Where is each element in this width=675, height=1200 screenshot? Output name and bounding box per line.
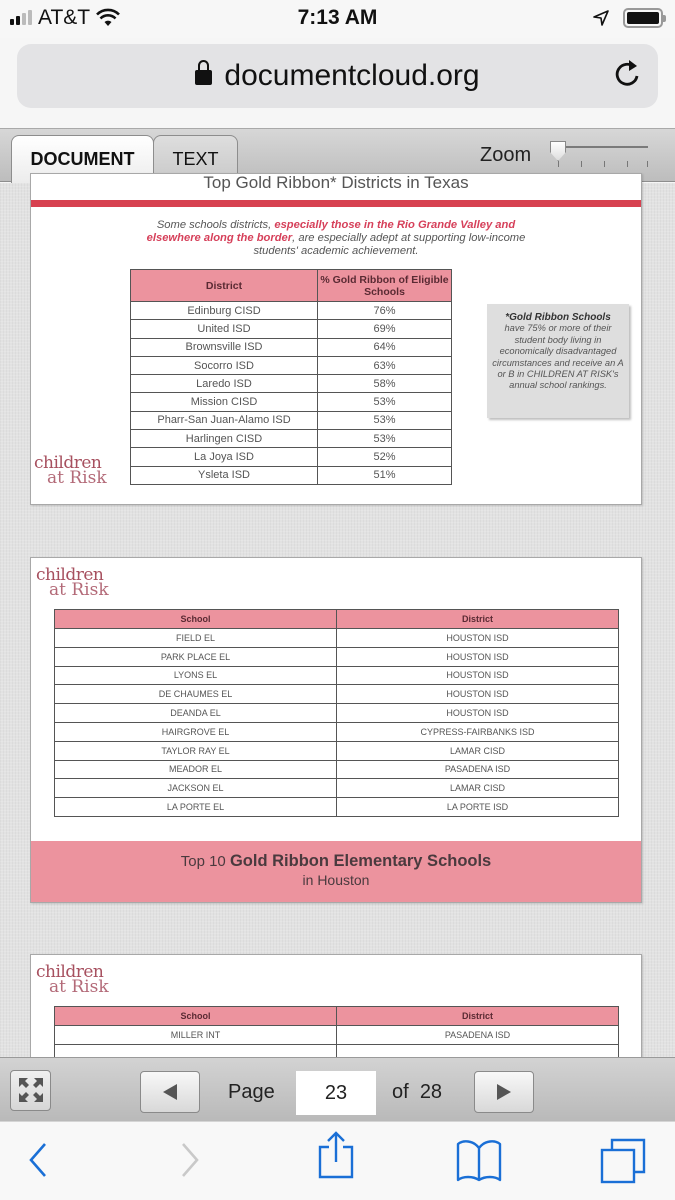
intro-text: Some schools districts, (156, 219, 275, 231)
column-header: School (55, 1007, 337, 1026)
percent-cell: 53% (318, 393, 452, 411)
tab-text[interactable]: TEXT (153, 135, 238, 183)
table-row (55, 798, 619, 817)
children-at-risk-logo (36, 962, 109, 997)
table-row (131, 466, 452, 484)
browser-toolbar (0, 1121, 675, 1200)
district-cell: Edinburg CISD (131, 302, 318, 320)
share-icon (316, 1130, 356, 1180)
logo-line2: at Risk (47, 468, 107, 488)
lock-icon (195, 70, 212, 85)
carrier-name: AT&T (38, 6, 91, 29)
column-header: District (337, 1007, 619, 1026)
percent-cell: 52% (318, 448, 452, 466)
table-row (131, 356, 452, 374)
table-row (55, 1026, 619, 1045)
slider-track (556, 146, 648, 148)
school-cell: MEADOR EL (55, 760, 337, 779)
percent-cell: 76% (318, 302, 452, 320)
battery-icon (623, 8, 663, 28)
school-cell: LA PORTE EL (55, 798, 337, 817)
slider-tick (558, 161, 559, 167)
district-cell: CYPRESS-FAIRBANKS ISD (337, 722, 619, 741)
column-header: District (131, 270, 318, 302)
school-cell: PARK PLACE EL (55, 647, 337, 666)
column-header: % Gold Ribbon of Eligible Schools (318, 270, 452, 302)
banner-prefix: Top 10 (180, 853, 230, 870)
back-button[interactable] (28, 1142, 48, 1183)
district-cell: La Joya ISD (131, 448, 318, 466)
school-cell: MILLER INT (55, 1026, 337, 1045)
district-cell: Socorro ISD (131, 356, 318, 374)
table-row (55, 760, 619, 779)
district-cell: HOUSTON ISD (337, 685, 619, 704)
district-cell: Brownsville ISD (131, 338, 318, 356)
district-cell: PASADENA ISD (337, 1026, 619, 1045)
logo-line1: children (36, 565, 104, 585)
school-cell: JACKSON EL (55, 779, 337, 798)
previous-page-button[interactable] (140, 1071, 200, 1113)
table-row (55, 704, 619, 723)
column-header: School (55, 610, 337, 629)
intro-text: , are especially adept at supporting low-income students' academic achievement. (253, 232, 526, 257)
banner-subtitle: in Houston (302, 872, 370, 888)
document-viewport[interactable] (0, 173, 675, 1057)
percent-cell: 69% (318, 320, 452, 338)
district-cell: HOUSTON ISD (337, 666, 619, 685)
fullscreen-button[interactable] (10, 1070, 51, 1111)
bookmarks-icon (455, 1138, 503, 1182)
url-bar[interactable] (17, 44, 658, 108)
expand-arrows-icon (16, 1075, 46, 1105)
table-row (131, 393, 452, 411)
logo-line2: at Risk (49, 580, 109, 600)
footnote-body: have 75% or more of their student body living in economically disadvantaged circumstances and receive an A or B in CHILDREN AT RISK's annual school rankings. (492, 323, 624, 391)
of-label: of (392, 1081, 409, 1103)
status-bar (0, 0, 675, 38)
page-number-input[interactable] (296, 1071, 376, 1115)
percent-cell: 58% (318, 375, 452, 393)
banner-bold: Gold Ribbon Elementary Schools (229, 852, 492, 870)
table-row (131, 448, 452, 466)
bookmarks-button[interactable] (455, 1138, 503, 1187)
table-row (55, 629, 619, 648)
footnote-title: *Gold Ribbon Schools (505, 312, 611, 323)
district-cell: PASADENA ISD (337, 760, 619, 779)
slider-tick (627, 161, 628, 167)
school-cell: TAYLOR RAY EL (55, 741, 337, 760)
school-cell: LYONS EL (55, 666, 337, 685)
forward-button[interactable] (180, 1142, 200, 1183)
pager-toolbar (0, 1057, 675, 1121)
reload-icon[interactable] (614, 58, 642, 96)
table-row (131, 320, 452, 338)
percent-cell: 51% (318, 466, 452, 484)
page-label: Page (228, 1081, 275, 1103)
district-cell: HOUSTON ISD (337, 647, 619, 666)
district-cell: Harlingen CISD (131, 430, 318, 448)
table-row (131, 302, 452, 320)
school-cell: HAIRGROVE EL (55, 722, 337, 741)
district-cell: Ysleta ISD (131, 466, 318, 484)
table-row (55, 741, 619, 760)
percent-cell: 63% (318, 356, 452, 374)
back-icon (28, 1142, 48, 1178)
school-cell: DE CHAUMES EL (55, 685, 337, 704)
table-row (131, 411, 452, 429)
slider-tick (581, 161, 582, 167)
children-at-risk-logo (34, 453, 107, 488)
banner-title (31, 852, 641, 871)
district-cell: HOUSTON ISD (337, 704, 619, 723)
table-row (131, 338, 452, 356)
document-page-22 (30, 173, 642, 505)
schools-table (54, 609, 619, 817)
zoom-slider[interactable] (550, 141, 650, 171)
share-button[interactable] (316, 1130, 356, 1185)
url-display[interactable] (17, 59, 658, 93)
district-cell: Pharr-San Juan-Alamo ISD (131, 411, 318, 429)
status-right (593, 8, 663, 28)
table-row (55, 685, 619, 704)
logo-line1: children (36, 962, 104, 982)
logo-line1: children (34, 453, 102, 473)
triangle-right-icon (495, 1083, 513, 1101)
district-cell: LAMAR CISD (337, 779, 619, 798)
zoom-label: Zoom (480, 144, 532, 166)
location-icon (593, 10, 609, 26)
clock: 7:13 AM (297, 6, 378, 29)
percent-cell: 53% (318, 430, 452, 448)
district-cell: LA PORTE ISD (337, 798, 619, 817)
table-row (55, 666, 619, 685)
slider-tick (647, 161, 648, 167)
title-divider (31, 200, 641, 207)
page-title: Top Gold Ribbon* Districts in Texas (203, 173, 469, 192)
intro-highlight: especially those in the Rio Grande Valley and elsewhere along the border (146, 219, 516, 244)
children-at-risk-logo (36, 565, 109, 600)
school-cell: FIELD EL (55, 629, 337, 648)
districts-table (130, 269, 452, 485)
forward-icon (180, 1142, 200, 1178)
gold-ribbon-footnote (487, 304, 629, 418)
tabs-icon (600, 1136, 648, 1184)
schools-table (54, 1006, 619, 1064)
page-total (392, 1081, 442, 1104)
document-page-23 (30, 557, 642, 903)
table-row (131, 375, 452, 393)
school-cell: DEANDA EL (55, 704, 337, 723)
tabs-button[interactable] (600, 1136, 648, 1189)
district-cell: United ISD (131, 320, 318, 338)
district-cell: Mission CISD (131, 393, 318, 411)
table-row (55, 779, 619, 798)
total-pages: 28 (419, 1081, 443, 1103)
district-cell: LAMAR CISD (337, 741, 619, 760)
intro-paragraph (141, 219, 531, 258)
section-banner (31, 841, 641, 902)
triangle-left-icon (161, 1083, 179, 1101)
table-row (55, 722, 619, 741)
next-page-button[interactable] (474, 1071, 534, 1113)
slider-thumb[interactable] (550, 141, 566, 161)
column-header: District (337, 610, 619, 629)
district-cell: HOUSTON ISD (337, 629, 619, 648)
logo-line2: at Risk (49, 977, 109, 997)
percent-cell: 53% (318, 411, 452, 429)
tab-document[interactable]: DOCUMENT (11, 135, 154, 183)
url-text: documentcloud.org (224, 59, 480, 92)
table-row (55, 647, 619, 666)
slider-tick (604, 161, 605, 167)
table-row (131, 430, 452, 448)
district-cell: Laredo ISD (131, 375, 318, 393)
percent-cell: 64% (318, 338, 452, 356)
